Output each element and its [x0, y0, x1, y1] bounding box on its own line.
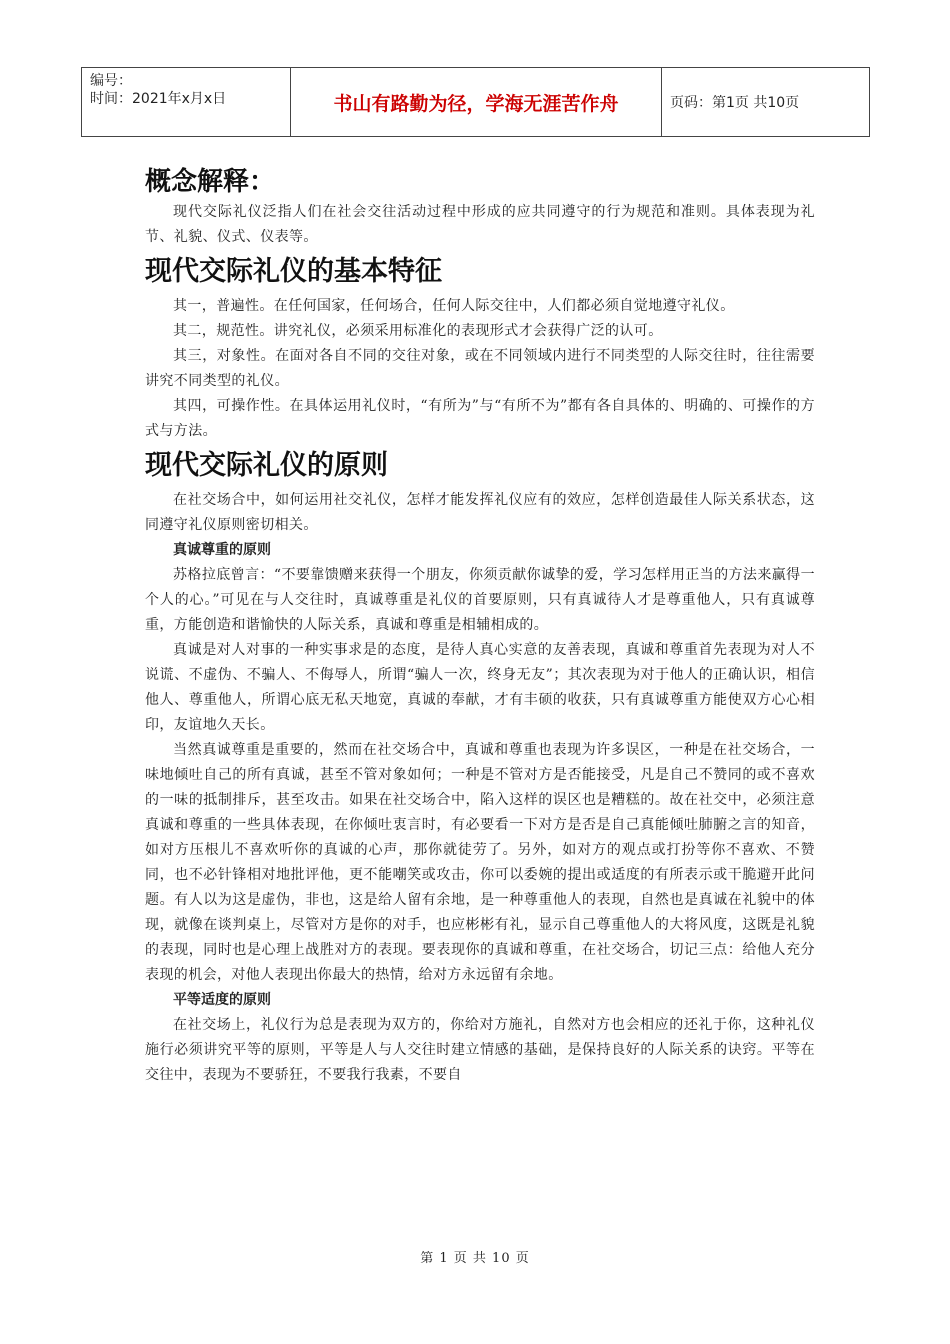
- feature-paragraph-2: 其二，规范性。讲究礼仪，必须采用标准化的表现形式才会获得广泛的认可。: [173, 323, 663, 339]
- sincerity-paragraph-1: 苏格拉底曾言：“不要靠馈赠来获得一个朋友，你须贡献你诚挚的爱，学习怎样用正当的方法来赢得一个人的心。”可见在与人交往时，真诚尊重是礼仪的首要原则，只有真诚待人才是尊重他人，只有真诚尊重，方能创造和谐愉快的人际关系，真诚和尊重是相辅相成的。: [145, 567, 815, 633]
- equality-subheading: 平等适度的原则: [173, 992, 271, 1008]
- sincerity-paragraph-2: 真诚是对人对事的一种实事求是的态度，是待人真心实意的友善表现，真诚和尊重首先表现为对人不说谎、不虚伪、不骗人、不侮辱人，所谓“骗人一次，终身无友”；其次表现为对于他人的正确认识，相信他人、尊重他人，所谓心底无私天地宽，真诚的奉献，才有丰硕的收获，只有真诚尊重方能使双方心心相印，友谊地久天长。: [145, 642, 815, 733]
- document-number-label: 编号：: [90, 73, 132, 89]
- header-page-label: 页码：第1页 共10页: [662, 68, 870, 137]
- document-header: [81, 67, 870, 137]
- page-footer: 第 1 页 共 10 页: [420, 1251, 530, 1266]
- header-meta-cell: [82, 68, 291, 137]
- concept-paragraph: 现代交际礼仪泛指人们在社会交往活动过程中形成的应共同遵守的行为规范和准则。具体表现为礼节、礼貌、仪式、仪表等。: [145, 204, 815, 245]
- features-heading: 现代交际礼仪的基本特征: [145, 256, 442, 287]
- header-motto: 书山有路勤为径，学海无涯苦作舟: [291, 68, 662, 137]
- feature-paragraph-1: 其一，普遍性。在任何国家，任何场合，任何人际交往中，人们都必须自觉地遵守礼仪。: [173, 298, 735, 314]
- document-date-label: 时间：2021年x月x日: [90, 91, 227, 107]
- sincerity-subheading: 真诚尊重的原则: [173, 542, 271, 558]
- concept-heading: 概念解释：: [145, 167, 276, 197]
- feature-paragraph-4: 其四，可操作性。在具体运用礼仪时，“有所为”与“有所不为”都有各自具体的、明确的、可操作的方式与方法。: [145, 398, 815, 439]
- principles-intro: 在社交场合中，如何运用社交礼仪，怎样才能发挥礼仪应有的效应，怎样创造最佳人际关系状态，这同遵守礼仪原则密切相关。: [145, 492, 815, 533]
- principles-heading: 现代交际礼仪的原则: [145, 450, 388, 481]
- equality-paragraph-1: 在社交场上，礼仪行为总是表现为双方的，你给对方施礼，自然对方也会相应的还礼于你，这种礼仪施行必须讲究平等的原则，平等是人与人交往时建立情感的基础，是保持良好的人际关系的诀窍。平等在交往中，表现为不要骄狂，不要我行我素，不要自: [145, 1017, 815, 1083]
- document-body: [145, 164, 815, 1088]
- feature-paragraph-3: 其三，对象性。在面对各自不同的交往对象，或在不同领域内进行不同类型的人际交往时，往往需要讲究不同类型的礼仪。: [145, 348, 815, 389]
- sincerity-paragraph-3: 当然真诚尊重是重要的，然而在社交场合中，真诚和尊重也表现为许多误区，一种是在社交场合，一味地倾吐自己的所有真诚，甚至不管对象如何；一种是不管对方是否能接受，凡是自己不赞同的或不喜欢的一味的抵制排斥，甚至攻击。如果在社交场合中，陷入这样的误区也是糟糕的。故在社交中，必须注意真诚和尊重的一些具体表现，在你倾吐衷言时，有必要看一下对方是否是自己真能倾吐肺腑之言的知音，如对方压根儿不喜欢听你的真诚的心声，那你就徒劳了。另外，如对方的观点或打扮等你不喜欢、不赞同，也不必针锋相对地批评他，更不能嘲笑或攻击，你可以委婉的提出或适度的有所表示或干脆避开此问题。有人以为这是虚伪，非也，这是给人留有余地，是一种尊重他人的表现，自然也是真诚在礼貌中的体现，就像在谈判桌上，尽管对方是你的对手，也应彬彬有礼，显示自己尊重他人的大将风度，这既是礼貌的表现，同时也是心理上战胜对方的表现。要表现你的真诚和尊重，在社交场合，切记三点：给他人充分表现的机会，对他人表现出你最大的热情，给对方永远留有余地。: [145, 742, 815, 983]
